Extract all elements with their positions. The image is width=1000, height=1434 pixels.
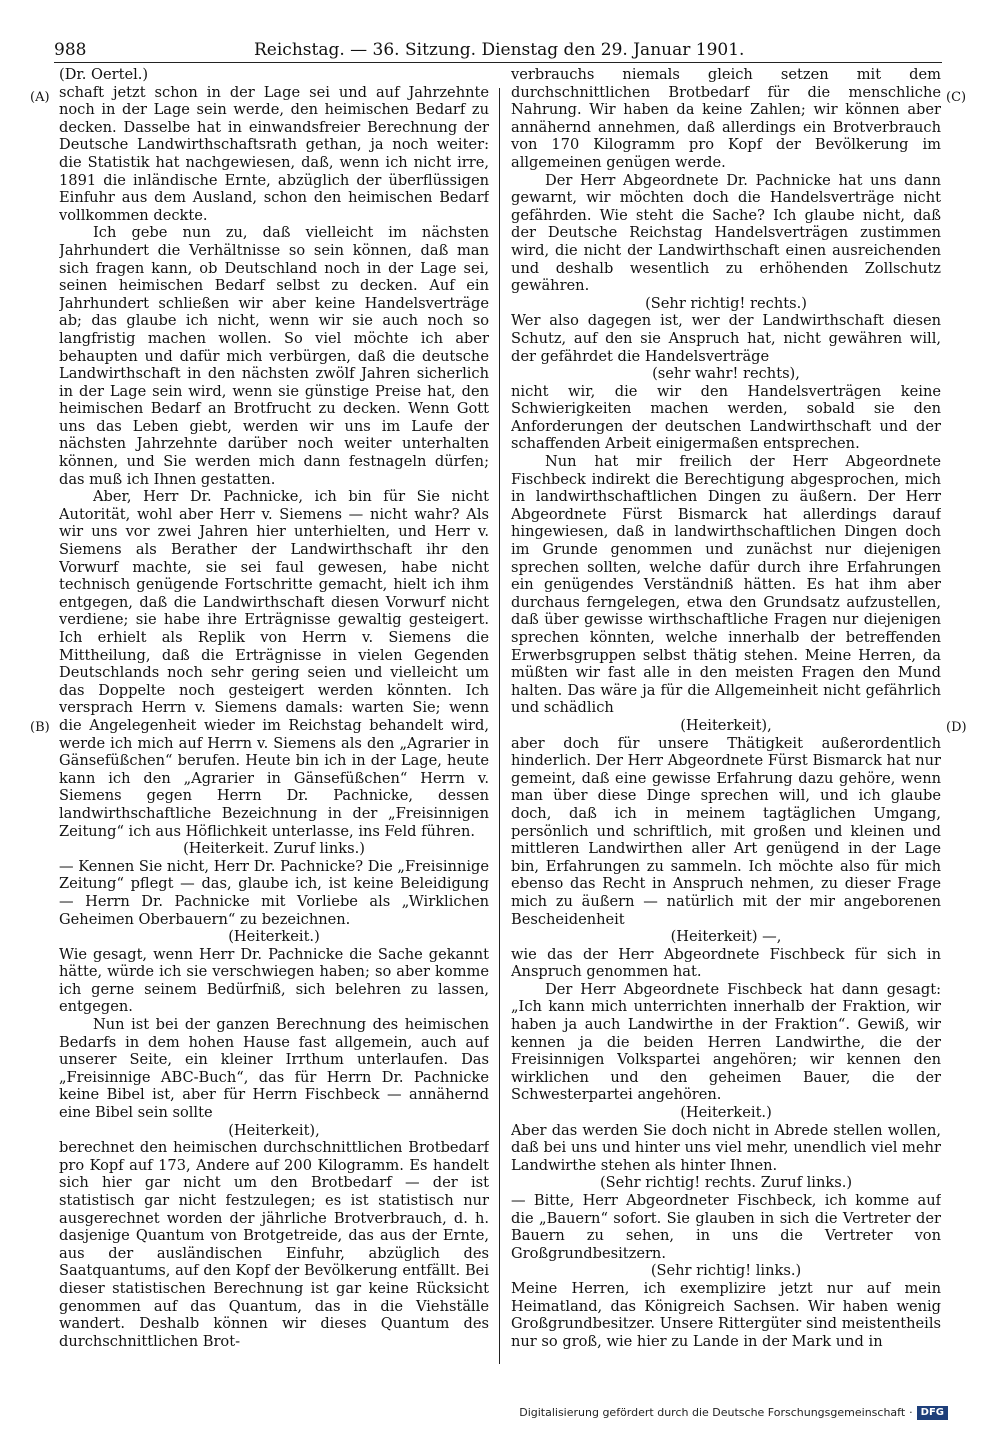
interjection: (Sehr richtig! links.) xyxy=(650,1262,802,1280)
interjection: (Heiterkeit.) xyxy=(680,1104,772,1122)
paragraph: verbrauchs niemals gleich setzen mit dem durchschnittlichen Brotbedarf für die menschliche Nahrung. Wir haben da keine Zahlen; wir können aber annähernd annehmen, daß allerdings ein Brotverbrauch von 170 Kilogramm pro Kopf der Bevölkerung im allgemeinen genügen werde. xyxy=(511,66,941,171)
paragraph: Wie gesagt, wenn Herr Dr. Pachnicke die Sache gekannt hätte, würde ich sie verschwiegen haben; so aber komme ich gerne seinem Bedürfniß, sich belehren zu lassen, entgegen. xyxy=(59,945,489,1016)
paragraph: Nun ist bei der ganzen Berechnung des heimischen Bedarfs in dem hohen Hause fast allgemein, auch auf unserer Seite, ein kleiner Irrthum unterlaufen. Das „Freisinnige ABC-Buch“, das für Herrn Dr. Pachnicke keine Bibel ist, aber für Herrn Fischbeck — annähernd eine Bibel sein sollte xyxy=(59,1016,489,1122)
margin-letter-c: (C) xyxy=(946,90,967,105)
digitization-credit xyxy=(519,1405,948,1421)
paragraph: Der Herr Abgeordnete Dr. Pachnicke hat uns dann gewarnt, wir möchten doch die Handelsverträge nicht gefährden. Wie steht die Sache? Ich glaube nicht, daß der Deutsche Reichstag Handelsverträgen zustimmen wird, die nicht der Landwirthschaft einen ausreichenden und deshalb wesentlich zu erhöhenden Zollschutz gewähren. xyxy=(511,171,941,295)
interjection: (Heiterkeit. Zuruf links.) xyxy=(183,840,365,858)
paragraph: nicht wir, die wir den Handelsverträgen keine Schwierigkeiten machen werden, sobald sie den Anforderungen der deutschen Landwirthschaft und der schaffenden Arbeit einigermaßen entsprechen. xyxy=(511,382,941,453)
paragraph: aber doch für unsere Thätigkeit außerordentlich hinderlich. Der Herr Abgeordnete Fürst Bismarck hat nur gemeint, daß eine gewisse Erfahrung dazu gehöre, wenn man über diese Dinge sprechen will, und ich glaube doch, daß ich in meinem tagtäglichen Umgang, persönlich und schriftlich, mit großen und kleinen und mittleren Landwirthen aller Art genügend in der Lage bin, Erfahrungen zu sammeln. Ich möchte also für mich ebenso das Recht in Anspruch nehmen, zu dieser Frage mich zu äußern — natürlich mit der mir angeborenen Bescheidenheit xyxy=(511,734,941,928)
paragraph: Wer also dagegen ist, wer der Landwirthschaft diesen Schutz, auf den sie Anspruch hat, nicht gewähren will, der gefährdet die Handelsverträge xyxy=(511,312,941,365)
paragraph: — Kennen Sie nicht, Herr Dr. Pachnicke? Die „Freisinnige Zeitung“ pflegt — das, glaube ich, ist keine Beleidigung — Herrn Dr. Pachnicke mit Vorliebe als „Wirklichen Geheimen Oberbauern“ zu bezeichnen. xyxy=(59,857,489,928)
column-divider xyxy=(499,88,500,1364)
paragraph: schaft jetzt schon in der Lage sei und auf Jahrzehnte noch in der Lage sein werde, den heimischen Bedarf zu decken. Dasselbe hat in einwandsfreier Berechnung der Deutsche Landwirthschaftsrath gethan, ja noch weiter: die Statistik hat nachgewiesen, daß, wenn ich nicht irre, 1891 die inländische Ernte, abzüglich der überflüssigen Einfuhr aus dem Ausland, schon den heimischen Bedarf vollkommen deckte. xyxy=(59,83,489,224)
paragraph: wie das der Herr Abgeordnete Fischbeck für sich in Anspruch genommen hat. xyxy=(511,945,941,981)
dfg-logo: DFG xyxy=(917,1406,948,1420)
interjection: (Sehr richtig! rechts.) xyxy=(645,294,807,312)
page-number: 988 xyxy=(54,40,87,60)
paragraph: Meine Herren, ich exemplizire jetzt nur auf mein Heimatland, das Königreich Sachsen. Wir haben wenig Großgrundbesitzer. Unsere Rittergüter sind meistentheils nur so groß, wie hier zu Lande in der Mark und in xyxy=(511,1279,941,1350)
separator: · xyxy=(909,1406,913,1419)
paragraph: Aber das werden Sie doch nicht in Abrede stellen wollen, daß bei uns und hinter uns viel mehr, unendlich viel mehr Landwirthe stehen als hinter Ihnen. xyxy=(511,1121,941,1174)
interjection: (Heiterkeit.) xyxy=(228,928,320,946)
interjection: (Heiterkeit) —, xyxy=(670,928,782,946)
margin-letter-b: (B) xyxy=(30,720,50,735)
running-head: Reichstag. — 36. Sitzung. Dienstag den 29. Januar 1901. xyxy=(254,40,745,60)
interjection: (Sehr richtig! rechts. Zuruf links.) xyxy=(599,1174,853,1192)
interjection: (sehr wahr! rechts), xyxy=(652,365,800,383)
credit-text: Digitalisierung gefördert durch die Deutsche Forschungsgemeinschaft xyxy=(519,1406,906,1419)
paragraph: Der Herr Abgeordnete Fischbeck hat dann gesagt: „Ich kann mich unterrichten innerhalb der Fraktion, wir haben ja auch Landwirthe in der Fraktion“. Gewiß, wir kennen ja die beiden Herren Landwirthe, die der Freisinnigen Volkspartei angehören; wir kennen den wirklichen und den geheimen Bauer, die der Schwesterpartei angehören. xyxy=(511,980,941,1104)
speaker-label: (Dr. Oertel.) xyxy=(59,66,149,83)
interjection: (Heiterkeit), xyxy=(680,716,772,734)
paragraph: Ich gebe nun zu, daß vielleicht im nächsten Jahrhundert die Verhältnisse so sein können, daß man sich fragen kann, ob Deutschland noch in der Lage sei, seinen heimischen Bedarf selbst zu decken. Auf ein Jahrhundert schließen wir aber keine Handelsverträge ab; das glaube ich nicht, wenn wir sie auch noch so langfristig machen wollen. So viel möchte ich aber behaupten und dafür mich verbürgen, daß die deutsche Landwirthschaft in den nächsten zwölf Jahren sicherlich in der Lage sein wird, wenn sie günstige Preise hat, den heimischen Bedarf an Brotfrucht zu decken. Wenn Gott uns das Leben giebt, werden wir uns im Laufe der nächsten Jahrzehnte darüber noch weiter unterhalten können, und Sie werden mich dann festnageln dürfen; das muß ich Ihnen gestatten. xyxy=(59,224,489,488)
paragraph: Aber, Herr Dr. Pachnicke, ich bin für Sie nicht Autorität, wohl aber Herr v. Siemens — nicht wahr? Als wir uns vor zwei Jahren hier unterhielten, und Herr v. Siemens als Berather der Landwirthschaft ihr den Vorwurf machte, sie sei faul gewesen, habe nicht technisch genügende Fortschritte gemacht, hielt ich ihm entgegen, daß die Landwirthschaft diesen Vorwurf nicht verdiene; sie habe ihre Erträgnisse gewaltig gesteigert. Ich erhielt als Replik von Herrn v. Siemens die Mittheilung, daß die Erträgnisse in vielen Gegenden Deutschlands noch sehr gering seien und vielleicht um das Doppelte noch gesteigert werden könnten. Ich versprach Herrn v. Siemens damals: warten Sie; wenn die Angelegenheit wieder im Reichstag behandelt wird, werde ich mich auf Herrn v. Siemens als den „Agrarier in Gänsefüßchen“ berufen. Heute bin ich in der Lage, heute kann ich den „Agrarier in Gänsefüßchen“ Herrn v. Siemens gegen Herrn Dr. Pachnicke, dessen landwirthschaftliche Bezeichnung in der „Freisinnigen Zeitung“ ich aus Höflichkeit unterlasse, ins Feld führen. xyxy=(59,488,489,840)
interjection: (Heiterkeit), xyxy=(228,1121,320,1139)
paragraph: Nun hat mir freilich der Herr Abgeordnete Fischbeck indirekt die Berechtigung abgesprochen, mich in landwirthschaftlichen Dingen zu äußern. Der Herr Abgeordnete Fürst Bismarck hat allerdings darauf hingewiesen, daß in landwirthschaftlichen Dingen doch im Grunde genommen und zunächst nur diejenigen sprechen sollten, welche dafür durch ihre Erfahrungen ein genügendes Verständniß hätten. Es hat ihm aber durchaus ferngelegen, etwa den Grundsatz aufzustellen, daß über gewisse wirthschaftliche Fragen nur diejenigen sprechen könnten, welche innerhalb der betreffenden Erwerbsgruppen selbst thätig stehen. Meine Herren, da müßten wir fast alle in den meisten Fragen den Mund halten. Das wäre ja für die Allgemeinheit nicht gefährlich und schädlich xyxy=(511,453,941,717)
paragraph: berechnet den heimischen durchschnittlichen Brotbedarf pro Kopf auf 173, Andere auf 200 Kilogramm. Es handelt sich hier gar nicht um den Brotbedarf — der ist statistisch gar nicht festzulegen; es ist statistisch nur ausgerechnet worden der jährliche Brotverbrauch, d. h. dasjenige Quantum von Brotgetreide, das aus der Ernte, aus der ausländischen Einfuhr, abzüglich des Saatquantums, auf den Kopf der Bevölkerung entfällt. Bei dieser statistischen Berechnung ist gar keine Rücksicht genommen auf das Quantum, das in die Viehställe wandert. Deshalb können wir dieses Quantum des durchschnittlichen Brot- xyxy=(59,1139,489,1350)
page-header xyxy=(54,40,942,63)
paragraph: — Bitte, Herr Abgeordneter Fischbeck, ich komme auf die „Bauern“ sofort. Sie glauben in sich die Vertreter der Bauern zu sehen, in uns die Vertreter von Großgrundbesitzern. xyxy=(511,1192,941,1262)
margin-letter-a: (A) xyxy=(30,90,50,105)
margin-letter-d: (D) xyxy=(946,720,967,735)
right-column xyxy=(511,66,941,1366)
left-column xyxy=(59,66,489,1366)
